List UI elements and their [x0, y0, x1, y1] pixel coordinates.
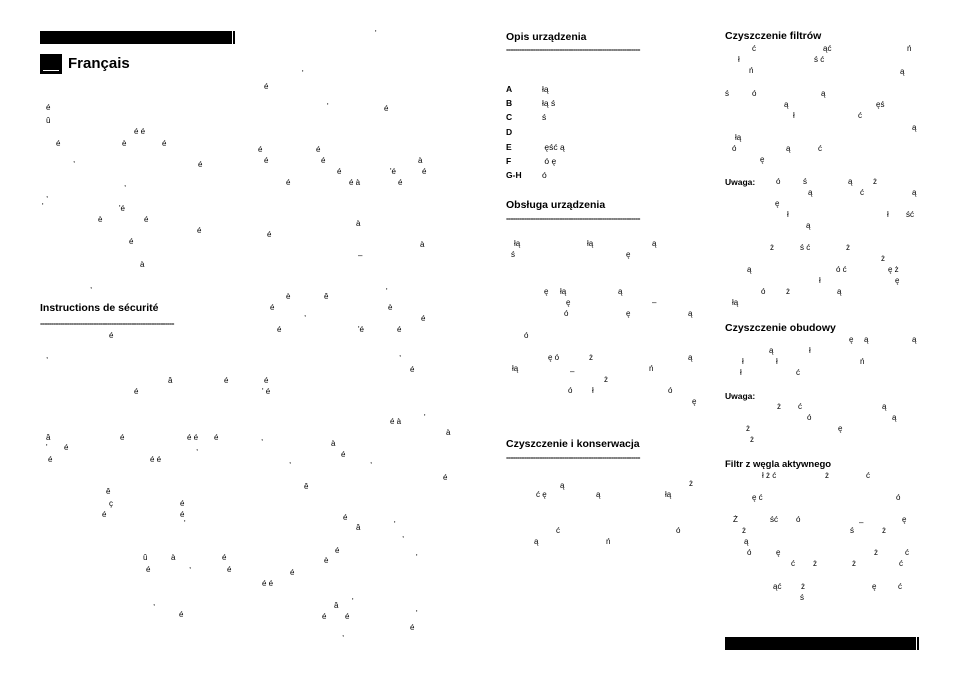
glyph-fragment: ż	[801, 582, 805, 591]
glyph-fragment: ,	[73, 155, 76, 164]
glyph-fragment: é	[180, 510, 185, 519]
glyph-fragment: é	[134, 387, 139, 396]
glyph-fragment: ż	[589, 353, 593, 362]
parts-list-item: D	[506, 127, 513, 137]
opis-heading: Opis urządzenia	[506, 31, 587, 43]
glyph-fragment: é	[197, 226, 202, 235]
glyph-fragment: ę	[849, 335, 854, 344]
glyph-fragment: ó	[568, 386, 573, 395]
glyph-fragment: ą	[747, 265, 752, 274]
glyph-fragment: é	[322, 612, 327, 621]
glyph-fragment: ó	[796, 515, 801, 524]
safety-heading: Instructions de sécurité	[40, 302, 159, 314]
glyph-fragment: â	[356, 523, 361, 532]
glyph-fragment: é à	[349, 178, 361, 187]
glyph-fragment: ,	[370, 456, 373, 465]
glyph-fragment: é	[198, 160, 203, 169]
glyph-fragment: è	[98, 215, 103, 224]
glyph-fragment: ć	[791, 559, 795, 568]
glyph-fragment: é	[129, 237, 134, 246]
glyph-fragment: ą	[900, 67, 905, 76]
glyph-fragment: ż	[874, 548, 878, 557]
glyph-fragment: ą	[892, 413, 897, 422]
glyph-fragment: ć	[905, 548, 909, 557]
glyph-fragment: '	[327, 102, 329, 111]
glyph-fragment: é	[343, 513, 348, 522]
glyph-fragment: ,	[196, 443, 199, 452]
glyph-fragment: ê	[304, 482, 309, 491]
glyph-fragment: ê	[324, 292, 329, 301]
czyszczenie-rule: ------------------------------------------------------------	[506, 452, 640, 462]
glyph-fragment: ę	[760, 155, 765, 164]
glyph-fragment: ż	[786, 287, 790, 296]
glyph-fragment: ,	[46, 190, 49, 199]
glyph-fragment: é	[398, 178, 403, 187]
parts-list-item: C ś	[506, 112, 547, 122]
glyph-fragment: à	[418, 156, 423, 165]
wegiel-heading: Filtr z węgla aktywnego	[725, 459, 832, 470]
glyph-fragment: łą	[514, 239, 521, 248]
glyph-fragment: ń	[749, 66, 754, 75]
glyph-fragment: ę	[626, 250, 631, 259]
glyph-fragment: –	[652, 298, 657, 307]
glyph-fragment: û	[46, 116, 51, 125]
glyph-fragment: '	[184, 519, 186, 528]
glyph-fragment: ,	[153, 598, 156, 607]
glyph-fragment: ę	[872, 582, 877, 591]
glyph-fragment: '	[416, 553, 418, 562]
glyph-fragment: û	[143, 553, 148, 562]
glyph-fragment: łą	[560, 287, 567, 296]
glyph-fragment: '	[302, 69, 304, 78]
glyph-fragment: é	[46, 103, 51, 112]
glyph-fragment: é	[214, 433, 219, 442]
glyph-fragment: é	[290, 568, 295, 577]
glyph-fragment: Ż	[733, 515, 738, 524]
glyph-fragment: ł	[793, 111, 795, 120]
glyph-fragment: ,	[90, 281, 93, 290]
glyph-fragment: ,	[189, 561, 192, 570]
glyph-fragment: ż	[825, 471, 829, 480]
glyph-fragment: łą	[732, 298, 739, 307]
glyph-fragment: ą	[808, 188, 813, 197]
glyph-fragment: ń	[860, 357, 865, 366]
glyph-fragment: ó	[747, 548, 752, 557]
glyph-fragment: é	[321, 156, 326, 165]
glyph-fragment: ę	[838, 424, 843, 433]
glyph-fragment: é	[341, 450, 346, 459]
glyph-fragment: è	[122, 139, 127, 148]
glyph-fragment: ę	[895, 276, 900, 285]
glyph-fragment: ą	[848, 177, 853, 186]
glyph-fragment: ę ż	[888, 265, 899, 274]
glyph-fragment: é	[421, 314, 426, 323]
glyph-fragment: ą	[744, 537, 749, 546]
glyph-fragment: é	[335, 546, 340, 555]
glyph-fragment: é	[222, 553, 227, 562]
glyph-fragment: ą	[688, 353, 693, 362]
glyph-fragment: ,	[124, 179, 127, 188]
glyph-fragment: ł	[819, 276, 821, 285]
glyph-fragment: ą	[864, 335, 869, 344]
glyph-fragment: é à	[390, 417, 402, 426]
glyph-fragment: ę	[566, 298, 571, 307]
glyph-fragment: '	[42, 202, 44, 211]
glyph-fragment: '	[46, 443, 48, 452]
glyph-fragment: ,	[402, 530, 405, 539]
glyph-fragment: ł	[592, 386, 594, 395]
glyph-fragment: ą	[882, 402, 887, 411]
obsluga-rule: ------------------------------------------------------------	[506, 213, 640, 223]
glyph-fragment: ł	[740, 368, 742, 377]
parts-list-item: F ó ę	[506, 156, 557, 166]
glyph-fragment: â	[168, 376, 173, 385]
top-black-bar	[40, 31, 232, 44]
glyph-fragment: ż	[742, 526, 746, 535]
glyph-fragment: ł	[738, 55, 740, 64]
glyph-fragment: é	[264, 376, 269, 385]
glyph-fragment: –	[570, 367, 575, 376]
glyph-fragment: ę ć	[752, 493, 763, 502]
glyph-fragment: ó	[752, 89, 757, 98]
glyph-fragment: é	[56, 139, 61, 148]
glyph-fragment: 'é	[358, 325, 364, 334]
glyph-fragment: ś	[850, 526, 854, 535]
glyph-fragment: ą	[560, 481, 565, 490]
glyph-fragment: –	[859, 518, 864, 527]
glyph-fragment: ż	[750, 435, 754, 444]
glyph-fragment: è	[286, 292, 291, 301]
glyph-fragment: ą	[652, 239, 657, 248]
glyph-fragment: à	[331, 439, 336, 448]
glyph-fragment: ł	[887, 210, 889, 219]
glyph-fragment: '	[352, 597, 354, 606]
glyph-fragment: ą	[688, 309, 693, 318]
glyph-fragment: é	[422, 167, 427, 176]
glyph-fragment: ą	[837, 287, 842, 296]
glyph-fragment: ż	[881, 254, 885, 263]
parts-list-item: G-H ó	[506, 170, 547, 180]
glyph-fragment: ż	[882, 526, 886, 535]
glyph-fragment: é	[179, 610, 184, 619]
glyph-fragment: ą	[912, 123, 917, 132]
glyph-fragment: é	[286, 178, 291, 187]
glyph-fragment: é	[264, 82, 269, 91]
glyph-fragment: ść	[770, 515, 778, 524]
glyph-fragment: ó	[896, 493, 901, 502]
glyph-fragment: ,	[289, 456, 292, 465]
glyph-fragment: é é	[150, 455, 162, 464]
glyph-fragment: é	[144, 215, 149, 224]
glyph-fragment: é	[316, 145, 321, 154]
glyph-fragment: –	[358, 251, 363, 260]
glyph-fragment: ś ć	[814, 55, 825, 64]
glyph-fragment: ć	[858, 111, 862, 120]
glyph-fragment: à	[171, 553, 176, 562]
glyph-fragment: à	[140, 260, 145, 269]
glyph-fragment: ,	[342, 629, 345, 638]
glyph-fragment: é	[337, 167, 342, 176]
glyph-fragment: ąć	[773, 582, 782, 591]
glyph-fragment: ę ó	[548, 353, 560, 362]
filtry-heading: Czyszczenie filtrów	[725, 30, 822, 42]
glyph-fragment: '	[394, 520, 396, 529]
glyph-fragment: ż	[746, 424, 750, 433]
glyph-fragment: ż	[813, 559, 817, 568]
czyszczenie-heading: Czyszczenie i konserwacja	[506, 438, 640, 450]
glyph-fragment: ą	[784, 100, 789, 109]
glyph-fragment: é	[258, 145, 263, 154]
glyph-fragment: é	[345, 612, 350, 621]
glyph-fragment: ą	[912, 335, 917, 344]
glyph-fragment: é é	[187, 433, 199, 442]
glyph-fragment: é	[48, 455, 53, 464]
glyph-fragment: ść	[906, 210, 914, 219]
glyph-fragment: ć ę	[536, 490, 547, 499]
glyph-fragment: ą	[821, 89, 826, 98]
glyph-fragment: ś	[800, 593, 804, 602]
uwaga-label: Uwaga:	[725, 177, 756, 187]
glyph-fragment: é	[270, 303, 275, 312]
glyph-fragment: ś ć	[800, 243, 811, 252]
glyph-fragment: ę	[902, 515, 907, 524]
glyph-fragment: łą	[665, 490, 672, 499]
glyph-fragment: ó	[668, 386, 673, 395]
glyph-fragment: â	[334, 601, 339, 610]
parts-list-item: A łą	[506, 84, 549, 94]
glyph-fragment: ą	[806, 221, 811, 230]
glyph-fragment: ą	[618, 287, 623, 296]
glyph-fragment: ą	[596, 490, 601, 499]
uwaga-label: Uwaga:	[725, 391, 756, 401]
glyph-fragment: ś	[725, 89, 729, 98]
glyph-fragment: ć	[818, 144, 822, 153]
glyph-fragment: ó ć	[836, 265, 847, 274]
glyph-fragment: ę	[775, 199, 780, 208]
parts-list-item: B łą ś	[506, 98, 556, 108]
glyph-fragment: é	[443, 473, 448, 482]
glyph-fragment: ć	[860, 188, 864, 197]
glyph-fragment: à	[446, 428, 451, 437]
glyph-fragment: è	[324, 556, 329, 565]
glyph-fragment: 'é	[119, 204, 125, 213]
parts-list-item: E ęść ą	[506, 142, 565, 152]
glyph-fragment: ê	[106, 487, 111, 496]
glyph-fragment: ę	[692, 397, 697, 406]
glyph-fragment: ,	[46, 351, 49, 360]
glyph-fragment: łą	[512, 364, 519, 373]
glyph-fragment: ż	[689, 479, 693, 488]
glyph-fragment: à	[356, 219, 361, 228]
glyph-fragment: ł	[742, 357, 744, 366]
glyph-fragment: é	[162, 139, 167, 148]
glyph-fragment: ł	[787, 210, 789, 219]
glyph-fragment: ć	[798, 402, 802, 411]
glyph-fragment: é é	[262, 579, 274, 588]
glyph-fragment: ł	[809, 346, 811, 355]
glyph-fragment: ż	[873, 177, 877, 186]
glyph-fragment: é	[146, 565, 151, 574]
glyph-fragment: é	[267, 230, 272, 239]
glyph-fragment: ,	[399, 349, 402, 358]
glyph-fragment: ó	[761, 287, 766, 296]
glyph-fragment: ś	[511, 250, 515, 259]
glyph-fragment: ć	[899, 559, 903, 568]
glyph-fragment: é	[410, 623, 415, 632]
glyph-fragment: è	[388, 303, 393, 312]
glyph-fragment: łą	[735, 133, 742, 142]
glyph-fragment: ąć	[823, 44, 832, 53]
glyph-fragment: é	[277, 325, 282, 334]
glyph-fragment: ą	[769, 346, 774, 355]
glyph-fragment: ,	[304, 309, 307, 318]
glyph-fragment: ó	[524, 331, 529, 340]
glyph-fragment: ż	[852, 559, 856, 568]
glyph-fragment: ż	[770, 243, 774, 252]
glyph-fragment: é	[264, 156, 269, 165]
glyph-fragment: ż	[846, 243, 850, 252]
glyph-fragment: ó	[807, 413, 812, 422]
glyph-fragment: é	[120, 433, 125, 442]
glyph-fragment: ż	[604, 375, 608, 384]
glyph-fragment: ę	[544, 287, 549, 296]
glyph-fragment: ę	[626, 309, 631, 318]
glyph-fragment: é	[224, 376, 229, 385]
glyph-fragment: ć	[752, 44, 756, 53]
glyph-fragment: ęś	[876, 100, 885, 109]
glyph-fragment: 'é	[390, 167, 396, 176]
glyph-fragment: é	[410, 365, 415, 374]
glyph-fragment: ń	[606, 537, 611, 546]
glyph-fragment: ż	[777, 402, 781, 411]
glyph-fragment: ą	[534, 537, 539, 546]
glyph-fragment: ç	[109, 499, 113, 508]
glyph-fragment: ć	[866, 471, 870, 480]
bottom-black-bar	[725, 637, 916, 650]
glyph-fragment: łą	[587, 239, 594, 248]
glyph-fragment: ó	[676, 526, 681, 535]
obsluga-heading: Obsługa urządzenia	[506, 199, 606, 211]
glyph-fragment: ó	[732, 144, 737, 153]
glyph-fragment: ą	[786, 144, 791, 153]
safety-rule: ------------------------------------------------------------	[40, 318, 174, 328]
glyph-fragment: ,	[261, 433, 264, 442]
obudowa-heading: Czyszczenie obudowy	[725, 322, 836, 334]
glyph-fragment: ą	[912, 188, 917, 197]
glyph-fragment: ł ż ć	[762, 471, 777, 480]
glyph-fragment: é	[102, 510, 107, 519]
glyph-fragment: ń	[907, 44, 912, 53]
glyph-fragment: é	[180, 499, 185, 508]
glyph-fragment: é é	[134, 127, 146, 136]
opis-rule: ------------------------------------------------------------	[506, 44, 640, 54]
glyph-fragment: ó	[776, 177, 781, 186]
glyph-fragment: '	[424, 413, 426, 422]
glyph-fragment: ć	[796, 368, 800, 377]
glyph-fragment: ś	[803, 177, 807, 186]
glyph-fragment: é	[384, 104, 389, 113]
glyph-fragment: é	[397, 325, 402, 334]
glyph-fragment: ł	[776, 357, 778, 366]
glyph-fragment: é	[109, 331, 114, 340]
glyph-fragment: ó	[564, 309, 569, 318]
glyph-fragment: '	[375, 29, 377, 38]
glyph-fragment: ' é	[262, 387, 271, 396]
glyph-fragment: à	[420, 240, 425, 249]
glyph-fragment: â	[46, 433, 51, 442]
glyph-fragment: ę	[776, 548, 781, 557]
glyph-fragment: '	[416, 609, 418, 618]
glyph-fragment: é	[227, 565, 232, 574]
glyph-fragment: ć	[556, 526, 560, 535]
glyph-fragment: ń	[649, 364, 654, 373]
language-title: Français	[68, 55, 130, 72]
glyph-fragment: '	[386, 287, 388, 296]
language-marker-box	[40, 54, 62, 74]
glyph-fragment: é	[64, 443, 69, 452]
glyph-fragment: ć	[898, 582, 902, 591]
